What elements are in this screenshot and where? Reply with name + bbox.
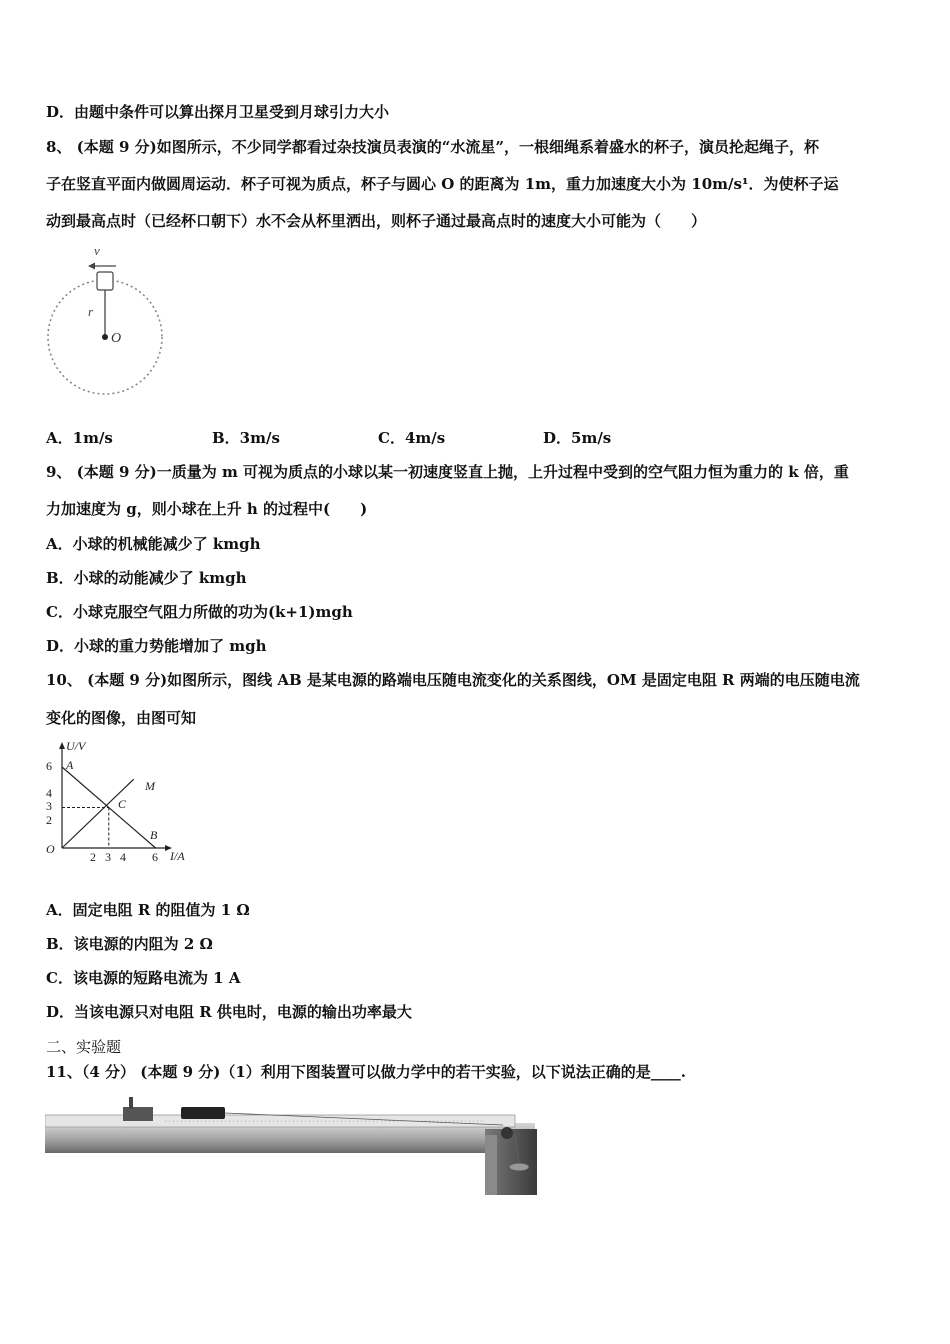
- label-r: r: [88, 304, 94, 319]
- q9-stem-line1: 9、 (本题 9 分)一质量为 m 可视为质点的小球以某一初速度竖直上抛，上升过程中受到的空气阻力恒为重力的 k 倍，重: [46, 463, 849, 481]
- cup-icon: [97, 272, 113, 290]
- point-label-a: A: [66, 758, 74, 772]
- x-tick-3: 3: [105, 850, 111, 864]
- q10-option-a[interactable]: A．固定电阻 R 的阻值为 1 Ω: [46, 901, 250, 919]
- timer-post: [129, 1097, 133, 1109]
- q7-option-d: D．由题中条件可以算出探月卫星受到月球引力大小: [46, 103, 390, 121]
- q8-stem-line3: 动到最高点时（已经杯口朝下）水不会从杯里洒出，则杯子通过最高点时的速度大小可能为（ ）: [46, 212, 707, 230]
- y-axis-arrow-icon: [59, 742, 65, 749]
- point-label-o: O: [46, 842, 55, 856]
- line-om: [62, 779, 134, 848]
- track-rail: [45, 1115, 515, 1127]
- cart: [181, 1107, 225, 1119]
- q9-stem-line2: 力加速度为 g，则小球在上升 h 的过程中( ): [46, 500, 368, 518]
- q9-option-d[interactable]: D．小球的重力势能增加了 mgh: [46, 637, 267, 655]
- q8-option-d[interactable]: D．5m/s: [543, 429, 612, 447]
- label-o: O: [111, 331, 122, 346]
- section-heading: 二、实验题: [46, 1038, 122, 1056]
- y-tick-2: 2: [46, 813, 52, 827]
- q11-apparatus-photo: [45, 1095, 537, 1195]
- table-surface: [45, 1123, 535, 1153]
- x-axis-label: I/A: [170, 849, 185, 863]
- label-v: v: [94, 243, 100, 258]
- q10-stem-line2: 变化的图像，由图可知: [46, 709, 197, 727]
- q9-option-c[interactable]: C．小球克服空气阻力所做的功为(k+1)mgh: [46, 603, 353, 621]
- x-tick-4: 4: [120, 850, 126, 864]
- x-tick-6: 6: [152, 850, 158, 864]
- point-label-m: M: [145, 779, 155, 793]
- q10-option-c[interactable]: C．该电源的短路电流为 1 A: [46, 969, 241, 987]
- x-tick-2: 2: [90, 850, 96, 864]
- q9-option-a[interactable]: A．小球的机械能减少了 kmgh: [46, 535, 261, 553]
- q8-stem-line1: 8、 (本题 9 分)如图所示，不少同学都看过杂技演员表演的“水流星”，一根细绳系着盛水的杯子，演员抡起绳子，杯: [46, 138, 819, 156]
- center-dot: [102, 334, 108, 340]
- q10-option-b[interactable]: B．该电源的内阻为 2 Ω: [46, 935, 213, 953]
- table-leg: [485, 1135, 497, 1195]
- q8-stem-line2: 子在竖直平面内做圆周运动．杯子可视为质点，杯子与圆心 O 的距离为 1m，重力加速度大小为 10m/s¹．为使杯子运: [46, 175, 839, 193]
- y-axis-label: U/V: [66, 739, 86, 753]
- pulley-icon: [501, 1127, 513, 1139]
- q11-stem-line1: 11、（4 分） (本题 9 分)（1）利用下图装置可以做力学中的若干实验，以下说法正确的是____.: [46, 1063, 686, 1081]
- q8-option-c[interactable]: C．4m/s: [378, 429, 446, 447]
- point-label-b: B: [150, 828, 158, 842]
- q9-option-b[interactable]: B．小球的动能减少了 kmgh: [46, 569, 247, 587]
- weight-pan-icon: [509, 1163, 529, 1171]
- y-tick-3: 3: [46, 799, 52, 813]
- timer-device: [123, 1107, 153, 1121]
- q10-option-d[interactable]: D．当该电源只对电阻 R 供电时，电源的输出功率最大: [46, 1003, 412, 1021]
- q10-stem-line1: 10、 (本题 9 分)如图所示，图线 AB 是某电源的路端电压随电流变化的关系图线，OM 是固定电阻 R 两端的电压随电流: [46, 671, 860, 689]
- y-tick-4: 4: [46, 786, 52, 800]
- arrow-head-icon: [88, 263, 95, 270]
- q10-ui-graph: [42, 738, 202, 868]
- q8-option-b[interactable]: B．3m/s: [212, 429, 280, 447]
- q8-circle-figure: [44, 240, 169, 405]
- q8-option-a[interactable]: A．1m/s: [46, 429, 113, 447]
- y-tick-6: 6: [46, 759, 52, 773]
- point-label-c: C: [118, 797, 127, 811]
